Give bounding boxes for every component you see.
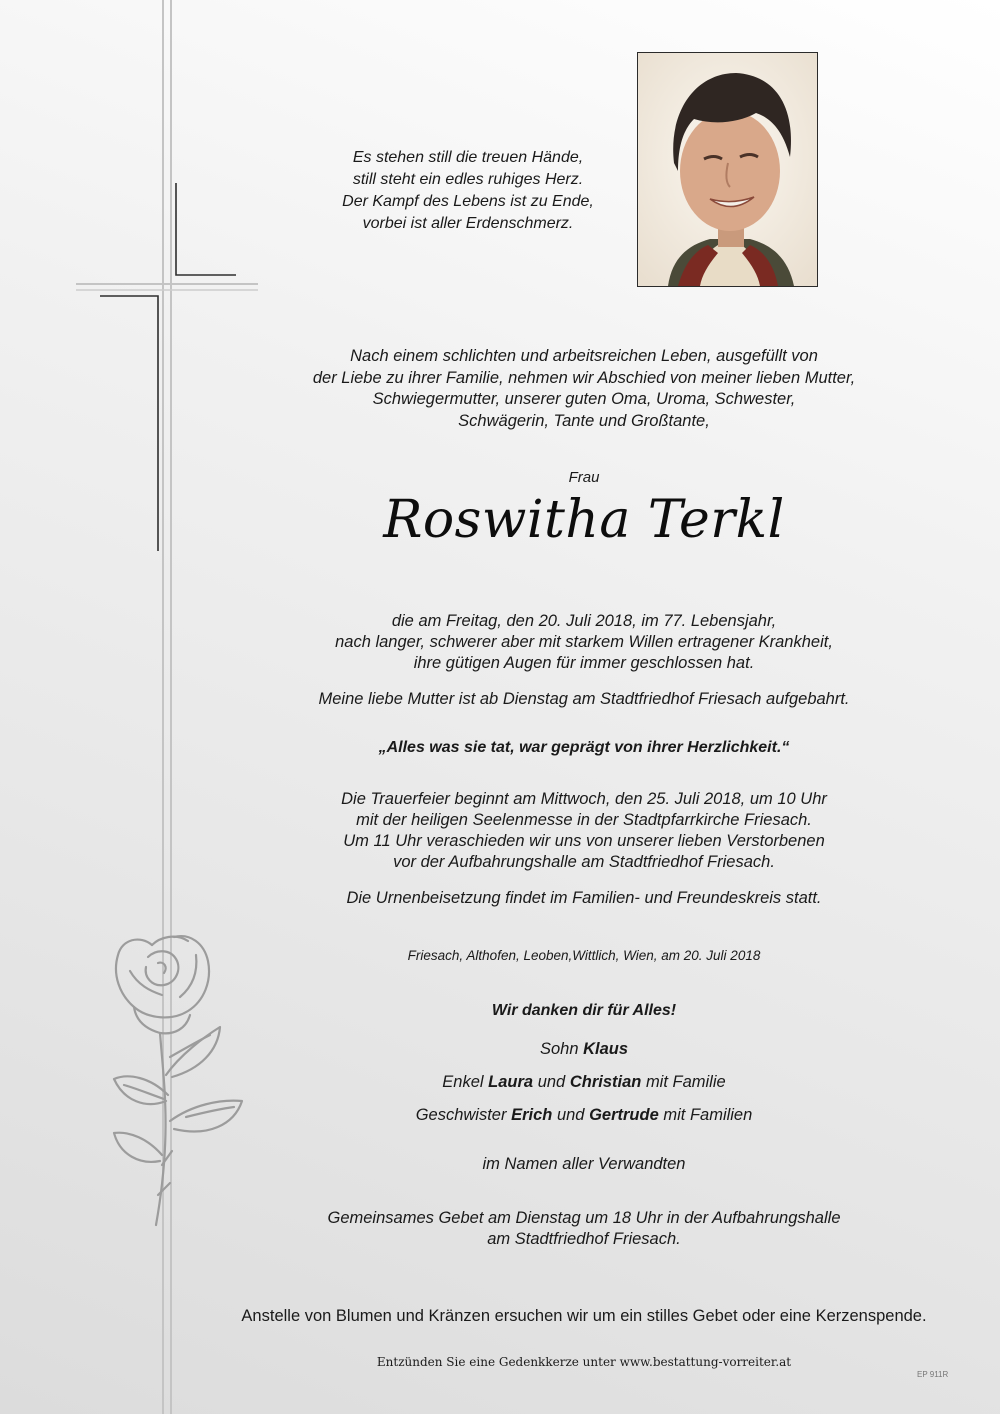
- intro-line: Nach einem schlichten und arbeitsreichen Leben, ausgefüllt von: [350, 347, 818, 365]
- poem-line: vorbei ist aller Erdenschmerz.: [362, 215, 574, 232]
- relatives-note: im Namen aller Verwandten: [482, 1155, 686, 1173]
- service-line: Die Trauerfeier beginnt am Mittwoch, den 25. Juli 2018, um 10 Uhr: [341, 790, 827, 808]
- prayer-notice: [328, 1208, 841, 1250]
- death-notice-line: nach langer, schwerer aber mit starkem Willen ertragener Krankheit,: [335, 633, 833, 651]
- son-prefix: Sohn: [539, 1040, 579, 1058]
- poem-line: still steht ein edles ruhiges Herz.: [352, 171, 584, 188]
- sib-and: und: [556, 1106, 585, 1124]
- grand-suffix: mit Familie: [645, 1073, 726, 1091]
- service-line: mit der heiligen Seelenmesse in der Stadtpfarrkirche Friesach.: [356, 811, 812, 829]
- quote: „Alles was sie tat, war geprägt von ihrer Herzlichkeit.“: [378, 739, 790, 756]
- thanks: Wir danken dir für Alles!: [491, 1002, 677, 1019]
- flowers-request: Anstelle von Blumen und Kränzen ersuchen wir um ein stilles Gebet oder eine Kerzenspende.: [241, 1307, 927, 1325]
- sib-name: Gertrude: [589, 1106, 659, 1124]
- death-notice: [335, 611, 833, 674]
- candle-website-note: Entzünden Sie eine Gedenkkerze unter www.bestattung-vorreiter.at: [376, 1355, 792, 1369]
- grand-name: Christian: [569, 1073, 642, 1091]
- laid-out-notice: Meine liebe Mutter ist ab Dienstag am Stadtfriedhof Friesach aufgebahrt.: [318, 690, 850, 708]
- funeral-service: [341, 789, 827, 873]
- place-date: Friesach, Althofen, Leoben,Wittlich, Wien, am 20. Juli 2018: [407, 948, 761, 963]
- service-line: Um 11 Uhr veraschieden wir uns von unserer lieben Verstorbenen: [343, 832, 825, 850]
- sib-name: Erich: [511, 1106, 553, 1124]
- sib-suffix: mit Familien: [663, 1106, 753, 1124]
- family-son: [540, 1040, 628, 1059]
- family-grandchildren: [442, 1073, 725, 1092]
- death-notice-line: die am Freitag, den 20. Juli 2018, im 77. Lebensjahr,: [391, 612, 777, 630]
- grand-and: und: [537, 1073, 566, 1091]
- death-notice-line: ihre gütigen Augen für immer geschlossen hat.: [413, 654, 755, 672]
- intro-text: [313, 346, 855, 432]
- urn-notice: Die Urnenbeisetzung findet im Familien- und Freundeskreis statt.: [346, 889, 822, 907]
- son-name: Klaus: [583, 1040, 629, 1058]
- intro-line: Schwiegermutter, unserer guten Oma, Uroma, Schwester,: [372, 390, 796, 408]
- prayer-line: Gemeinsames Gebet am Dienstag um 18 Uhr in der Aufbahrungshalle: [327, 1209, 841, 1227]
- poem-line: Der Kampf des Lebens ist zu Ende,: [342, 193, 594, 210]
- sib-prefix: Geschwister: [415, 1106, 507, 1124]
- grand-prefix: Enkel: [442, 1073, 484, 1091]
- service-line: vor der Aufbahrungshalle am Stadtfriedhof Friesach.: [393, 853, 775, 871]
- grand-name: Laura: [488, 1073, 534, 1091]
- rose-icon: [100, 925, 260, 1235]
- poem-line: Es stehen still die treuen Hände,: [352, 149, 584, 166]
- prayer-line: am Stadtfriedhof Friesach.: [487, 1230, 681, 1248]
- poem: [342, 147, 594, 235]
- intro-line: Schwägerin, Tante und Großtante,: [458, 411, 710, 430]
- salutation: Frau: [568, 469, 600, 486]
- family-siblings: [416, 1106, 753, 1125]
- deceased-name: Roswitha Terkl: [383, 490, 785, 550]
- template-code: EP 911R: [917, 1370, 949, 1379]
- portrait-photo: [637, 52, 818, 287]
- intro-line: der Liebe zu ihrer Familie, nehmen wir Abschied von meiner lieben Mutter,: [312, 368, 856, 387]
